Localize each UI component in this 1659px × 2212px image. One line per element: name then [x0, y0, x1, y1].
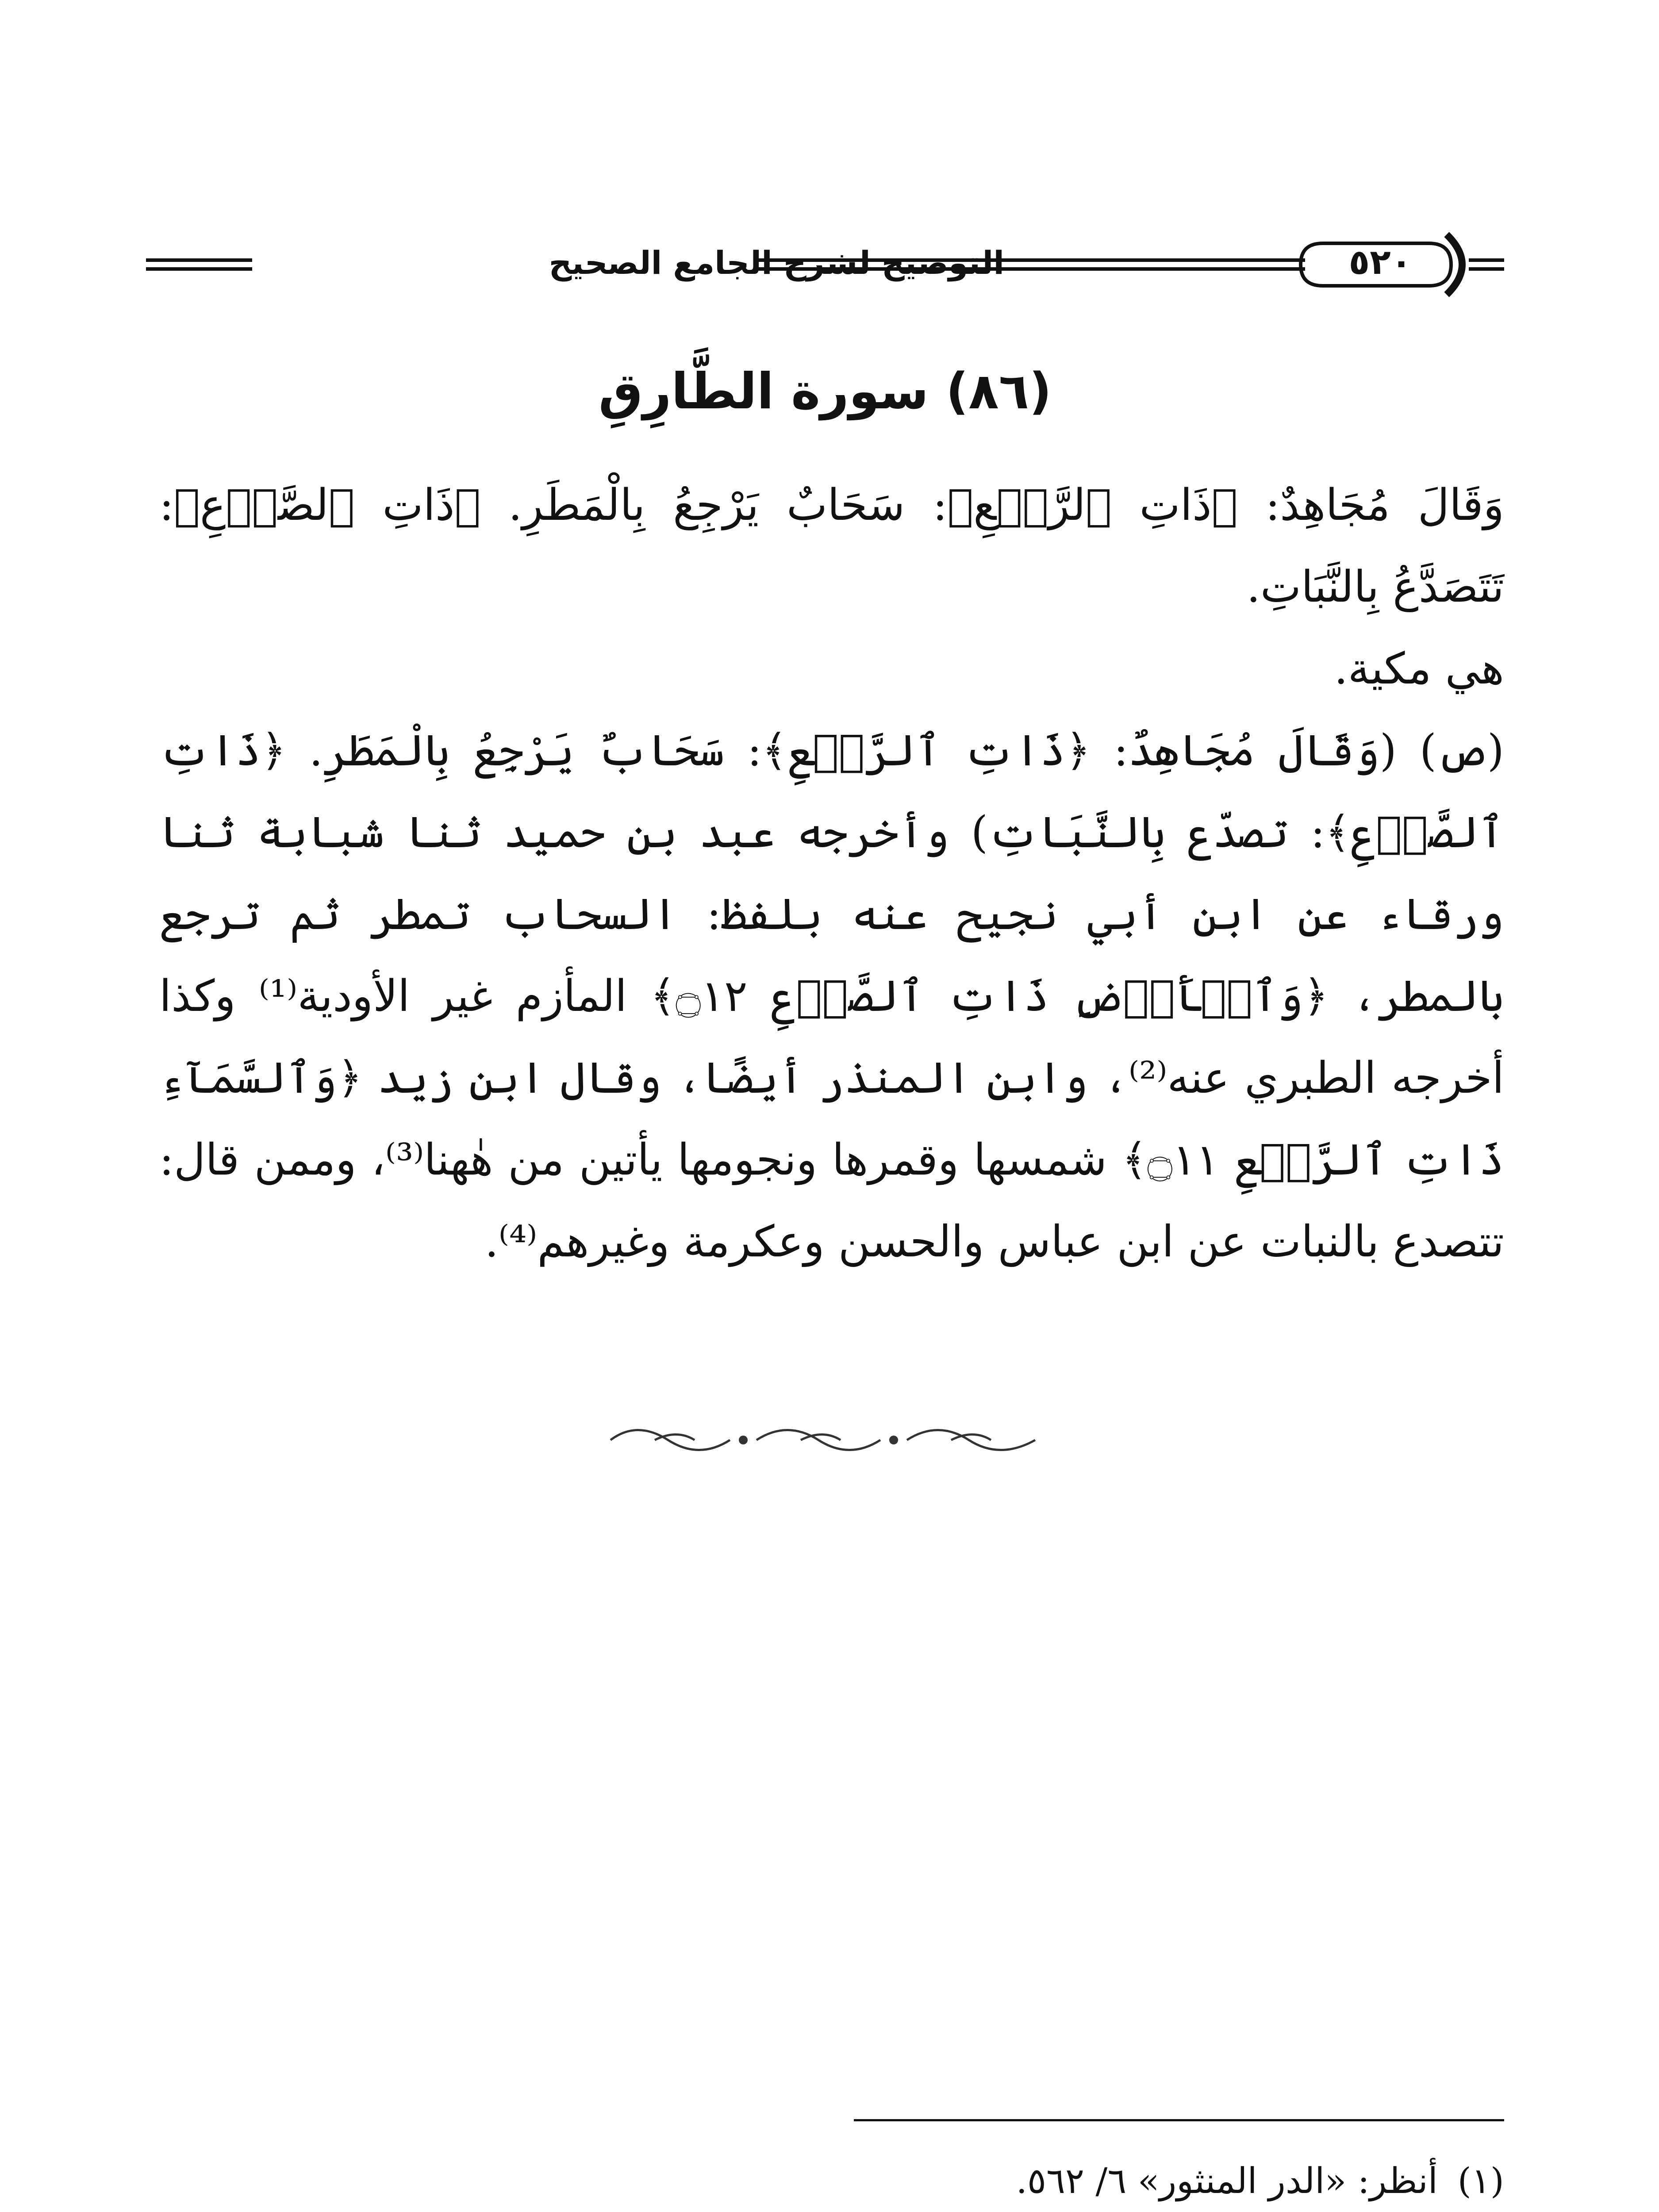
paragraph-mujahid-quote: وَقَالَ مُجَاهِدٌ: ﴿ذَاتِ ٱلرَّجۡعِ﴾: سَحَابٌ يَرْجِعُ بِالْمَطَرِ. ﴿ذَاتِ ٱلصَّدۡعِ﴾: تَتَصَدَّعُ بِالنَّبَاتِ.	[159, 480, 1504, 612]
paragraph-commentary: (ص) (وَقَالَ مُجَاهِدٌ: ﴿ذَاتِ ٱلرَّجۡعِ﴾: سَحَابٌ يَرْجِعُ بِالْمَطَرِ. ﴿ذَاتِ ٱلصَّدۡعِ﴾: تصدّع بِالنَّبَاتِ) وأخرجه عبد بن حميد ثنا شبابة ثنا ورقاء عن ابن أبي نجيح عنه بلفظ: السحاب تمطر ثم ترجع بالمطر، ﴿وَٱلۡأَرۡضِ ذَاتِ ٱلصَّدۡعِ ۝١٢﴾ المأزم غير الأودية⁽¹⁾ وكذا أخرجه الطبري عنه⁽²⁾، وابن المنذر أيضًا، وقال ابن زيد ﴿وَٱلسَّمَآءِ ذَاتِ ٱلرَّجۡعِ ۝١١﴾ شمسها وقمرها ونجومها يأتين من هٰهنا⁽³⁾، وممن قال: تتصدع بالنبات عن ابن عباس والحسن وعكرمة وغيرهم⁽⁴⁾.	[159, 726, 1504, 1267]
footnotes	[146, 2150, 1504, 2212]
footnote-separator	[854, 2119, 1504, 2121]
footnote-text: أنظر: «الدر المنثور» ٦/ ٥٦٢.	[1016, 2160, 1438, 2201]
running-header	[146, 226, 1504, 314]
footnote-number: (١)	[1457, 2160, 1504, 2201]
chapter-title: (٨٦) سورة الطَّارِقِ	[598, 363, 1052, 420]
footnote-item	[146, 2150, 1504, 2212]
section-end-ornament	[602, 1416, 1044, 1464]
page-number: ٥٢٠	[1348, 242, 1412, 282]
main-text	[159, 465, 1504, 1283]
paragraph-makki: هي مكية.	[1334, 644, 1504, 694]
book-title: التوضيح لشرح الجامع الصحيح	[549, 244, 1004, 281]
